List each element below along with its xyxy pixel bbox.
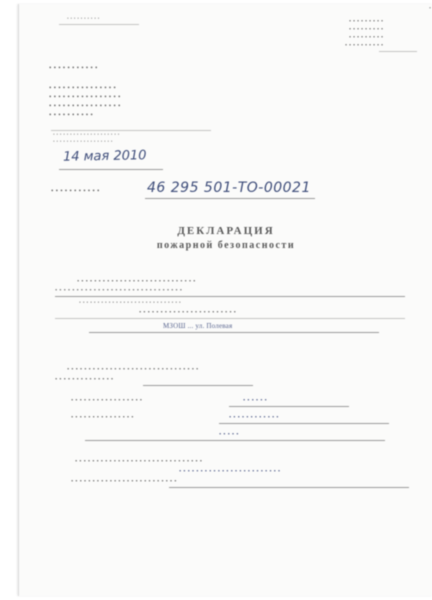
registered-line-3: • • • • • • • • • • • • • • • • — [49, 102, 121, 110]
corner-line-2: • • • • • • • • • — [349, 27, 384, 33]
corner-underline — [379, 51, 417, 52]
contacts-underline — [169, 487, 409, 488]
object-name-underline — [89, 332, 379, 333]
body1-rule-1 — [55, 296, 405, 297]
corner-line-3: • • • • • • • • • — [349, 35, 384, 41]
reg-number-label: • • • • • • • • • • • — [51, 187, 100, 195]
body1-line-2: • • • • • • • • • • • • • • • • • • • • • • • • • • • • • • — [55, 287, 183, 294]
registry-rule — [51, 130, 211, 131]
ident-label: • • • • • • • • • • • • • • • • • — [71, 397, 143, 404]
document-page — [18, 4, 432, 596]
declaration-title: ДЕКЛАРАЦИЯ — [177, 225, 275, 237]
address-underline-2 — [85, 440, 385, 441]
registered-line-4: • • • • • • • • • • — [49, 111, 94, 119]
body1-rule-2 — [55, 318, 405, 319]
body2-line-2: • • • • • • • • • • • • • • — [55, 376, 114, 383]
declaration-subtitle: пожарной безопасности — [156, 240, 296, 251]
contacts-line-2: • • • • • • • • • • • • • • • • • • • • • • • • — [179, 468, 281, 475]
header-tiny-rule — [59, 24, 139, 25]
body1-line-3: • • • • • • • • • • • • • • • • • • • • • • • • • • • • — [79, 300, 182, 306]
registry-note-1: • • • • • • • • • • • • • • • • • • • • — [53, 133, 120, 138]
handwritten-date: 14 мая 2010 — [62, 148, 147, 165]
address-label: • • • • • • • • • • • • • • • — [71, 414, 134, 421]
registered-line-1: • • • • • • • • • • • • • • • — [49, 84, 117, 92]
page-background — [0, 4, 18, 600]
registered-line-2: • • • • • • • • • • • • • • • • — [49, 93, 121, 101]
contacts-line-1: • • • • • • • • • • • • • • • • • • • • • • • • • • • • • • — [75, 458, 203, 465]
body2-line-1: • • • • • • • • • • • • • • • • • • • • • • • • • • • • • • • — [67, 366, 199, 373]
date-underline — [59, 169, 163, 170]
body2-rule — [143, 385, 253, 386]
reg-number-value: 46 295 501-ТО-00021 — [147, 180, 311, 196]
body1-line-1: • • • • • • • • • • • • • • • • • • • • • • • • • • • • — [77, 278, 196, 285]
corner-mark: • — [429, 6, 432, 12]
ident-value: • • • • • • — [243, 397, 267, 404]
registered-label: • • • • • • • • • • • — [49, 64, 98, 72]
address-underline-1 — [219, 423, 389, 424]
header-tiny-text: • • • • • • • • • • — [67, 17, 100, 22]
corner-line-4: • • • • • • • • • • — [345, 43, 384, 49]
ident-underline — [229, 406, 349, 407]
contacts-line-3: • • • • • • • • • • • • • • • • • • • • • • • • • — [71, 478, 177, 485]
address-value-2: • • • • • — [219, 431, 239, 438]
object-name: МЗОШ ... ул. Полевая — [163, 322, 233, 330]
reg-number-underline — [145, 198, 315, 199]
corner-line-1: • • • • • • • • • — [349, 19, 384, 25]
registry-note-2: • • • • • • • • • • • • • • • • • • — [53, 140, 113, 145]
address-value: • • • • • • • • • • • • — [229, 414, 279, 421]
body1-line-4: • • • • • • • • • • • • • • • • • • • • • • • — [139, 309, 237, 316]
